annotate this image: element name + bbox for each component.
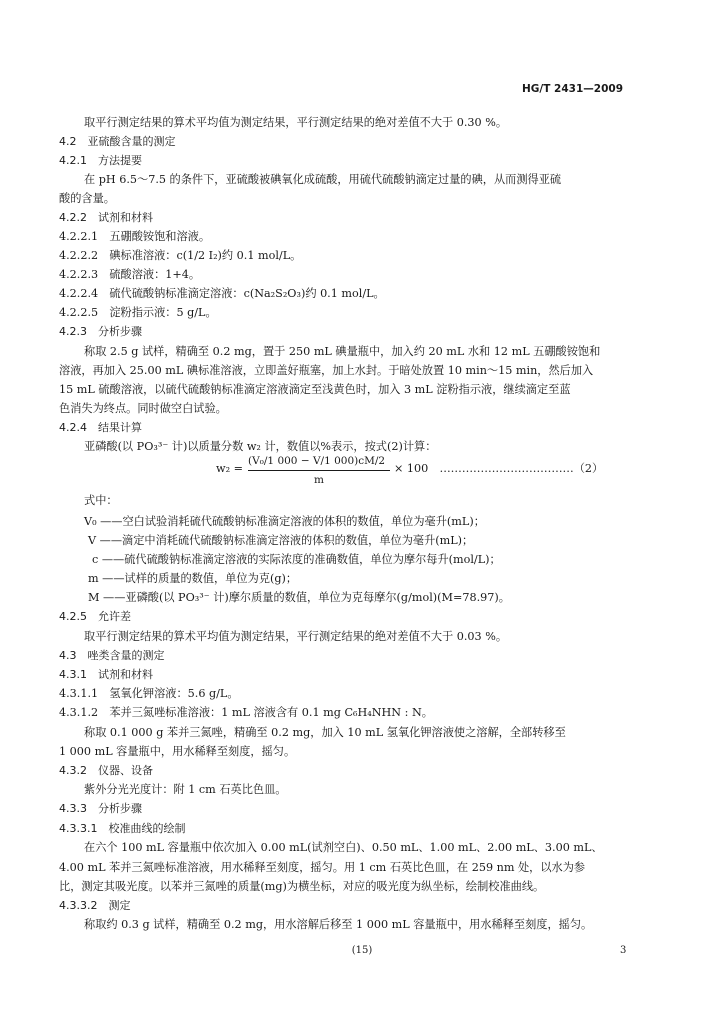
section-heading: 4.3.3.1 校准曲线的绘制 bbox=[59, 822, 186, 835]
list-item: 4.2.2.4 硫代硫酸钠标准滴定溶液：c(Na₂S₂O₃)约 0.1 mol/L。 bbox=[59, 287, 385, 300]
variable-definition: M ——亚磷酸(以 PO₃³⁻ 计)摩尔质量的数值，单位为克每摩尔(g/mol)(M=78.97)。 bbox=[88, 591, 510, 604]
section-heading: 4.2.5 允许差 bbox=[59, 610, 131, 623]
list-item: 4.3.1.1 氢氧化钾溶液：5.6 g/L。 bbox=[59, 687, 239, 700]
standard-code-header: HG/T 2431—2009 bbox=[522, 83, 624, 95]
list-item: 4.2.2.1 五硼酸铵饱和溶液。 bbox=[59, 230, 211, 243]
body-line: 在六个 100 mL 容量瓶中依次加入 0.00 mL(试剂空白)、0.50 mL、1.00 mL、2.00 mL、3.00 mL、 bbox=[84, 841, 603, 854]
formula-numerator: (V₀/1 000 − V/1 000)cM/2 bbox=[248, 455, 386, 467]
body-line: 15 mL 硫酸溶液，以硫代硫酸钠标准滴定溶液滴定至浅黄色时，加入 3 mL 淀粉指示液，继续滴定至蓝 bbox=[59, 383, 571, 396]
list-item: 4.2.2.2 碘标准溶液：c(1/2 I₂)约 0.1 mol/L。 bbox=[59, 249, 302, 262]
section-heading: 4.2.4 结果计算 bbox=[59, 421, 142, 434]
variable-definition: V ——滴定中消耗硫代硫酸钠标准滴定溶液的体积的数值，单位为毫升(mL)； bbox=[88, 534, 474, 547]
body-line: 紫外分光光度计：附 1 cm 石英比色皿。 bbox=[84, 783, 287, 796]
section-heading: 4.2.2 试剂和材料 bbox=[59, 211, 153, 224]
page-number: 3 bbox=[620, 945, 627, 956]
variable-definition: c ——硫代硫酸钠标准滴定溶液的实际浓度的准确数值，单位为摩尔每升(mol/L)； bbox=[92, 553, 501, 566]
where-label: 式中： bbox=[84, 494, 118, 507]
section-heading: 4.2 亚硫酸含量的测定 bbox=[59, 135, 176, 148]
section-heading: 4.3.2 仪器、设备 bbox=[59, 764, 153, 777]
body-line: 溶液，再加入 25.00 mL 碘标准溶液，立即盖好瓶塞，加上水封。于暗处放置 10 min～15 min，然后加入 bbox=[59, 364, 594, 377]
section-heading: 4.3.3 分析步骤 bbox=[59, 802, 142, 815]
body-line: 在 pH 6.5～7.5 的条件下，亚硫酸被碘氧化成硫酸，用硫代硫酸钠滴定过量的碘，从而测得亚硫 bbox=[84, 173, 562, 186]
body-line: 称取 0.1 000 g 苯并三氮唑，精确至 0.2 mg，加入 10 mL 氢氧化钾溶液使之溶解，全部转移至 bbox=[84, 726, 566, 739]
section-heading: 4.3.1 试剂和材料 bbox=[59, 668, 153, 681]
section-heading: 4.2.1 方法提要 bbox=[59, 154, 142, 167]
list-item: 4.2.2.3 硫酸溶液：1+4。 bbox=[59, 268, 201, 281]
body-line: 称取约 0.3 g 试样，精确至 0.2 mg，用水溶解后移至 1 000 mL 容量瓶中，用水稀释至刻度，摇匀。 bbox=[84, 918, 593, 931]
list-item: 4.3.1.2 苯并三氮唑标准溶液：1 mL 溶液含有 0.1 mg C₆H₄NHN : N。 bbox=[59, 706, 433, 719]
body-line: 比，测定其吸光度。以苯并三氮唑的质量(mg)为横坐标，对应的吸光度为纵坐标，绘制校准曲线。 bbox=[59, 880, 545, 893]
formula-denominator: m bbox=[314, 474, 324, 486]
body-line: 亚磷酸(以 PO₃³⁻ 计)以质量分数 w₂ 计，数值以%表示，按式(2)计算： bbox=[84, 440, 437, 453]
variable-definition: m ——试样的质量的数值，单位为克(g)； bbox=[88, 572, 298, 585]
body-line: 1 000 mL 容量瓶中，用水稀释至刻度，摇匀。 bbox=[59, 745, 296, 758]
section-heading: 4.2.3 分析步骤 bbox=[59, 325, 142, 338]
list-item: 4.2.2.5 淀粉指示液：5 g/L。 bbox=[59, 306, 217, 319]
body-line: 4.00 mL 苯并三氮唑标准溶液，用水稀释至刻度，摇匀。用 1 cm 石英比色皿，在 259 nm 处，以水为参 bbox=[59, 861, 586, 874]
body-line: 取平行测定结果的算术平均值为测定结果，平行测定结果的绝对差值不大于 0.03 %。 bbox=[84, 630, 508, 643]
formula-rhs: × 100 ………………………………（2） bbox=[394, 462, 604, 475]
body-line: 取平行测定结果的算术平均值为测定结果，平行测定结果的绝对差值不大于 0.30 %。 bbox=[84, 116, 508, 129]
body-line: 称取 2.5 g 试样，精确至 0.2 mg，置于 250 mL 碘量瓶中，加入约 20 mL 水和 12 mL 五硼酸铵饱和 bbox=[84, 345, 601, 358]
section-heading: 4.3 唑类含量的测定 bbox=[59, 649, 165, 662]
body-line: 色消失为终点。同时做空白试验。 bbox=[59, 402, 227, 415]
formula-lhs: w₂ = bbox=[216, 462, 243, 475]
variable-definition: V₀ ——空白试验消耗硫代硫酸钠标准滴定溶液的体积的数值，单位为毫升(mL)； bbox=[84, 515, 485, 528]
formula-fraction-bar bbox=[248, 470, 390, 471]
body-line: 酸的含量。 bbox=[59, 192, 115, 205]
section-heading: 4.3.3.2 测定 bbox=[59, 899, 131, 912]
footer-center-number: (15) bbox=[351, 945, 373, 956]
